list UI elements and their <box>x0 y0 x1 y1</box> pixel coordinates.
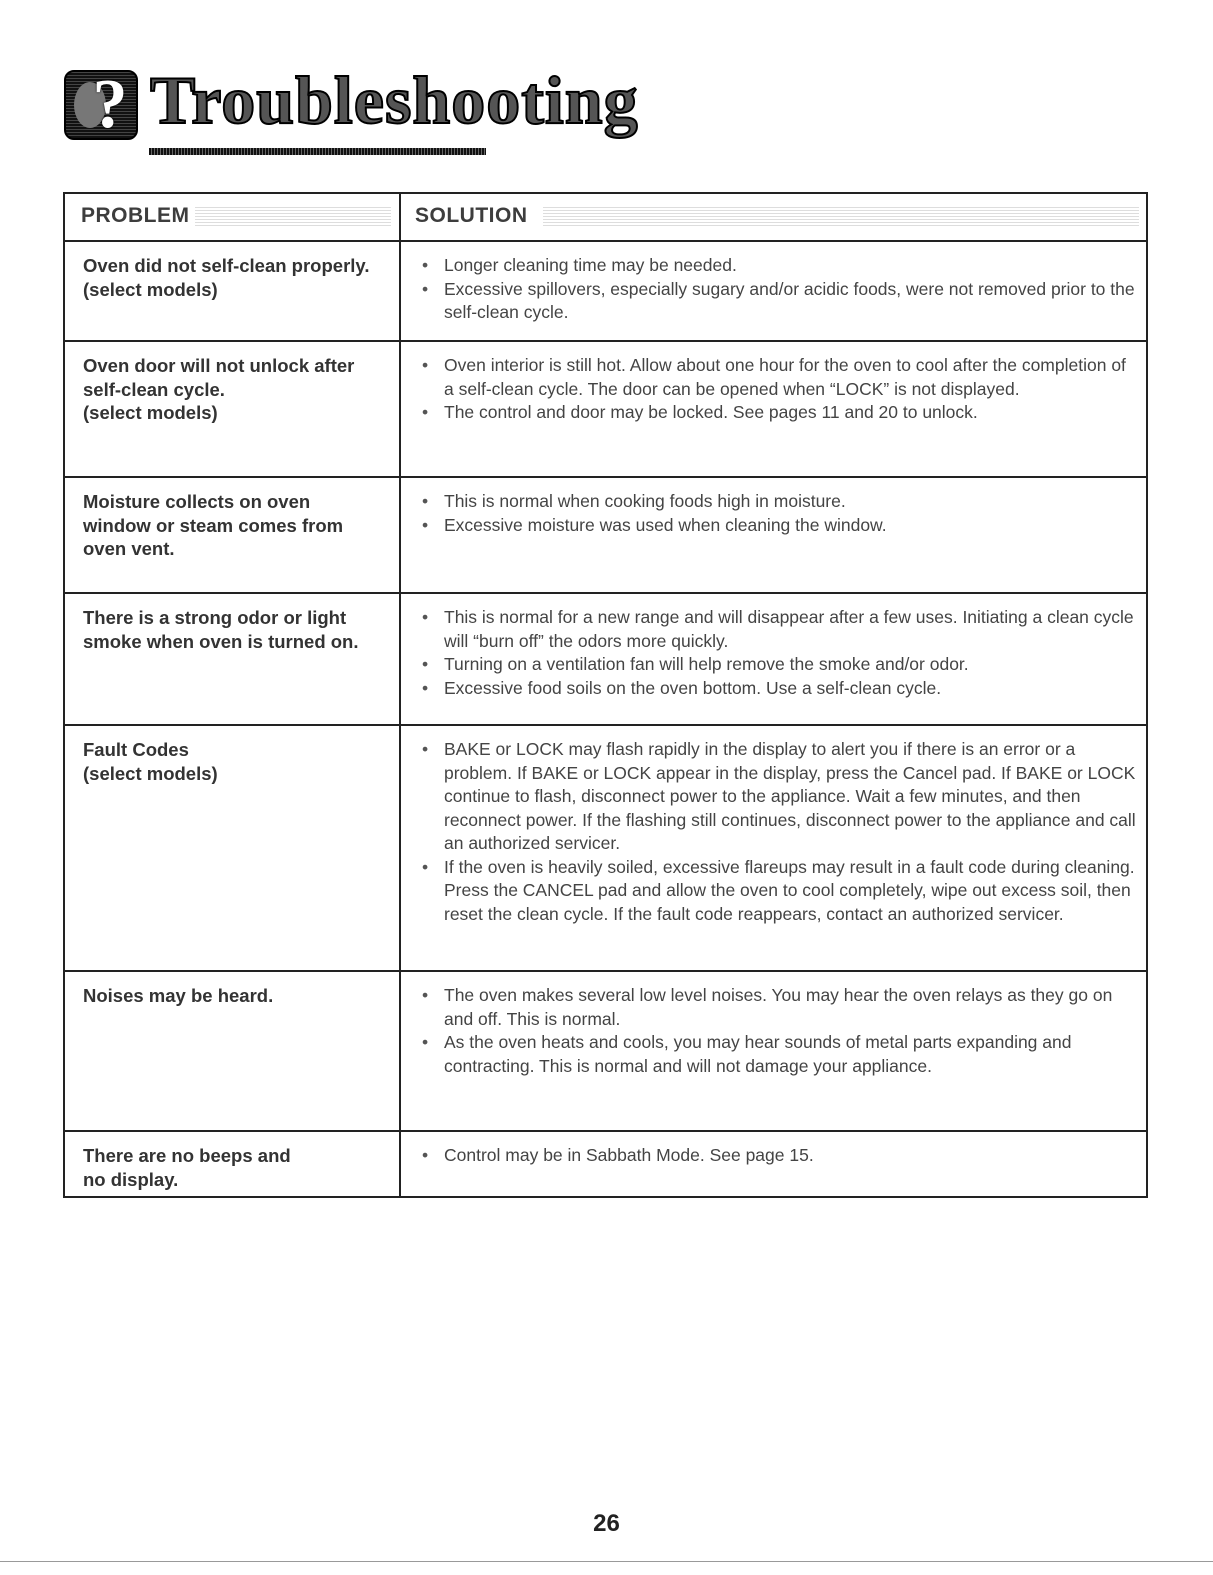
solution-column-header: SOLUTION <box>415 204 528 227</box>
solution-item: • The oven makes several low level noises. You may hear the oven relays as they go on and off. This is normal. <box>420 984 1140 1031</box>
problem-text: Moisture collects on oven window or steam comes from oven vent. <box>83 491 344 559</box>
solution-list <box>420 354 1140 425</box>
solution-item: • Excessive moisture was used when cleaning the window. <box>420 514 1140 538</box>
solution-item: • BAKE or LOCK may flash rapidly in the display to alert you if there is an error or a problem. If BAKE or LOCK appear in the display, press the Cancel pad. If BAKE or LOCK continue to flash, disconnect power to the appliance. Wait a few minutes, and then reconnect power. If the flashing still continues, disconnect power to the appliance and call an authorized servicer. <box>420 738 1140 856</box>
table-row <box>65 972 1146 1132</box>
problem-column-header: PROBLEM <box>81 204 190 227</box>
problem-text: There is a strong odor or light smoke when oven is turned on. <box>83 607 359 652</box>
solution-list <box>420 606 1140 700</box>
problem-text: Noises may be heard. <box>83 985 274 1006</box>
problem-text: Fault Codes (select models) <box>83 739 218 784</box>
solution-item: • Excessive food soils on the oven bottom. Use a self-clean cycle. <box>420 677 1140 701</box>
solution-list <box>420 984 1140 1078</box>
table-row <box>65 726 1146 972</box>
solution-list <box>420 738 1140 926</box>
table-row <box>65 242 1146 342</box>
table-row <box>65 594 1146 726</box>
problem-text: Oven did not self-clean properly. (select models) <box>83 255 370 300</box>
solution-item: • Oven interior is still hot. Allow about one hour for the oven to cool after the completion of a self-clean cycle. The door can be opened when “LOCK” is not displayed. <box>420 354 1140 401</box>
problem-text: There are no beeps and no display. <box>83 1145 291 1190</box>
solution-list <box>420 1144 1140 1168</box>
solution-item: • If the oven is heavily soiled, excessive flareups may result in a fault code during cleaning. Press the CANCEL pad and allow the oven to cool completely, wipe out excess soil, then reset the clean cycle. If the fault code reappears, contact an authorized servicer. <box>420 856 1140 927</box>
solution-item: • The control and door may be locked. See pages 11 and 20 to unlock. <box>420 401 1140 425</box>
table-header <box>65 194 1146 242</box>
solution-list <box>420 490 1140 537</box>
solution-item: • Excessive spillovers, especially sugary and/or acidic foods, were not removed prior to the self-clean cycle. <box>420 278 1140 325</box>
solution-list <box>420 254 1140 325</box>
solution-item: • As the oven heats and cools, you may hear sounds of metal parts expanding and contracting. This is normal and will not damage your appliance. <box>420 1031 1140 1078</box>
solution-item: • Turning on a ventilation fan will help remove the smoke and/or odor. <box>420 653 1140 677</box>
solution-item: • Longer cleaning time may be needed. <box>420 254 1140 278</box>
solution-item: • Control may be in Sabbath Mode. See page 15. <box>420 1144 1140 1168</box>
troubleshooting-table <box>63 192 1148 1198</box>
footer-rule <box>0 1561 1213 1562</box>
page-title: Troubleshooting <box>150 62 639 138</box>
page-number: 26 <box>593 1510 620 1537</box>
question-mark-icon: ? <box>64 70 138 140</box>
table-row <box>65 478 1146 594</box>
problem-text: Oven door will not unlock after self-clean cycle. (select models) <box>83 355 355 423</box>
table-row <box>65 1132 1146 1196</box>
solution-item: • This is normal for a new range and will disappear after a few uses. Initiating a clean cycle will “burn off” the odors more quickly. <box>420 606 1140 653</box>
title-underline <box>149 148 486 155</box>
solution-item: • This is normal when cooking foods high in moisture. <box>420 490 1140 514</box>
table-row <box>65 342 1146 478</box>
